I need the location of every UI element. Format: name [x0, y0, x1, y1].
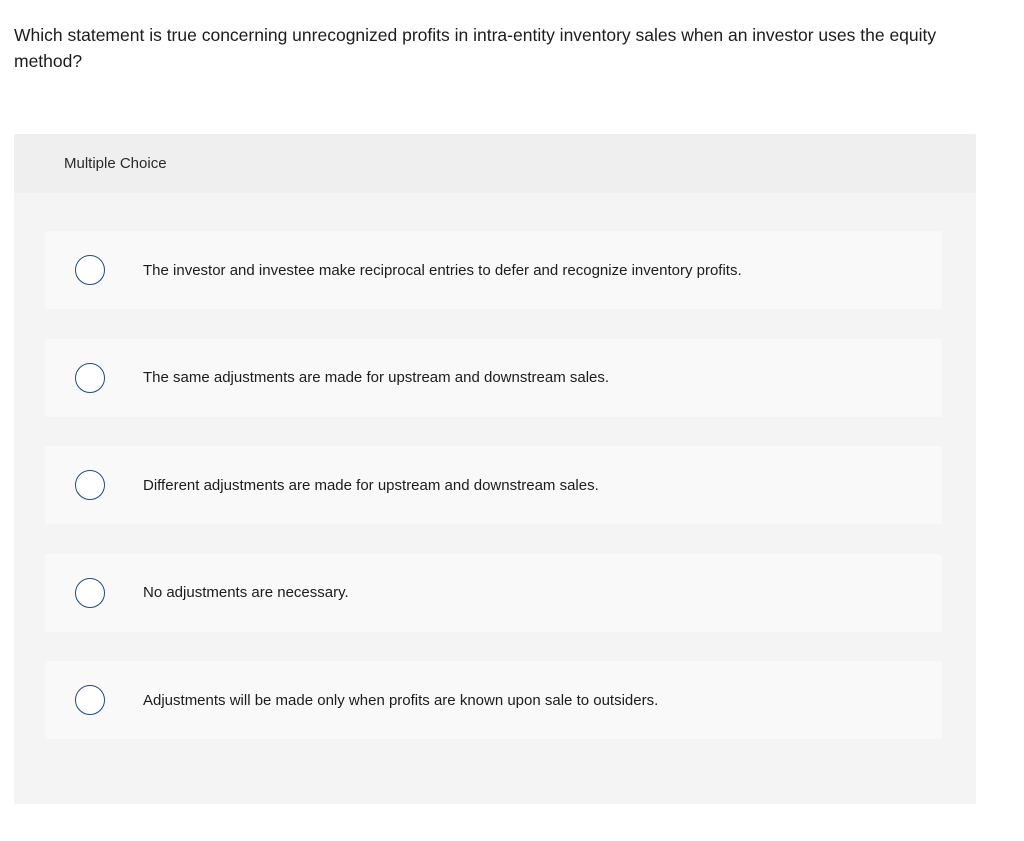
radio-button-4[interactable]: [75, 578, 105, 608]
choice-option-1[interactable]: [45, 231, 942, 309]
choice-option-2[interactable]: [45, 339, 942, 417]
choice-option-4[interactable]: [45, 554, 942, 632]
choice-list: [45, 231, 942, 769]
choice-label-4: No adjustments are necessary.: [143, 584, 349, 601]
radio-button-2[interactable]: [75, 363, 105, 393]
choice-label-3: Different adjustments are made for upstream and downstream sales.: [143, 476, 599, 494]
choice-option-3[interactable]: [45, 446, 942, 524]
multiple-choice-panel: [14, 134, 976, 804]
radio-button-5[interactable]: [75, 685, 105, 715]
choice-option-5[interactable]: [45, 661, 942, 739]
multiple-choice-header: Multiple Choice: [14, 134, 976, 193]
choice-label-1: The investor and investee make reciprocal entries to defer and recognize inventory profits.: [143, 261, 742, 279]
radio-button-1[interactable]: [75, 255, 105, 285]
radio-button-3[interactable]: [75, 470, 105, 500]
choice-label-2: The same adjustments are made for upstream and downstream sales.: [143, 369, 610, 386]
choice-label-5: Adjustments will be made only when profits are known upon sale to outsiders.: [143, 691, 659, 709]
question-text: Which statement is true concerning unrecognized profits in intra-entity inventory sales when an investor uses the equity method?: [14, 25, 937, 71]
